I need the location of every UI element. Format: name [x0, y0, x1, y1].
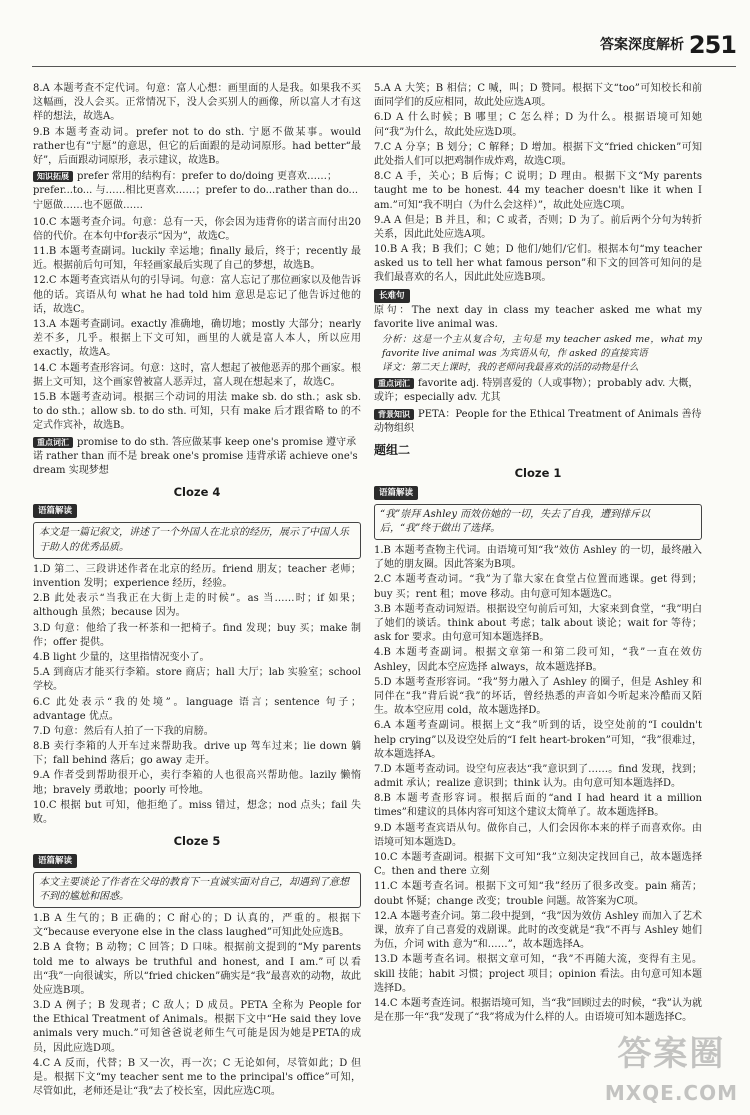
answer-item: 5.D 本题考查形容词。“我”努力融入了 Ashley 的圈子，但是 Ashley 和同伴在“我”背后说“我”的坏话，曾经热悉的声音如今听起来冷酷而又陌生。故本空应用 cold，故本题选择D。: [374, 676, 702, 717]
answer-item: 11.C 本题考查名词。根据下文可知“我”经历了很多改变。pain 痛苦；doubt 怀疑；change 改变；trouble 问题。故答案为C项。: [374, 881, 702, 907]
answer-item: 2.B 此处表示“当我正在大街上走的时候”。as 当……时；if 如果；although 虽然；because 因为。: [33, 593, 361, 619]
note-text: PETA：People for the Ethical Treatment of Animals 善待动物组织: [374, 408, 702, 435]
group2-answers: [374, 544, 702, 1025]
answer-item: 1.B 本题考查物主代词。由语境可知“我”效仿 Ashley 的一切，最终融入了她的朋友圈。因此答案为B项。: [374, 545, 702, 571]
cloze5-answers: [33, 912, 361, 1099]
cloze5-heading: Cloze 5: [173, 834, 221, 849]
answer-item: 7.D 本题考查动词。设空句应表达“我”意识到了……。find 发现，找到；admit 承认；realize 意识到；think 认为。由句意可知本题选择D。: [374, 763, 702, 790]
long-sentence-tag: 长难句: [374, 289, 410, 303]
answer-item: 2.B A 食物；B 动物；C 回答；D 口味。根据前文提到的“My parents told me to always be truthful and honest, and I am.”可以看出“我”一向很诚实，所以“fried chicken”确实是“我”最喜欢的动物，故此处应选B项。: [33, 942, 361, 996]
right-answers-top: [374, 82, 702, 286]
answer-item: 2.C 本题考查动词。“我”为了靠大家在食堂占位置而逃课。get 得到；buy 买；rent 租；move 移动。由句意可知本题选C。: [374, 574, 702, 600]
cloze4-answers: [33, 563, 361, 827]
note-tag: 重点词汇: [374, 378, 414, 389]
note-text: favorite adj. 特别喜爱的（人或事物）；probably adv. 大概，或许；especially adv. 尤其: [374, 377, 699, 403]
answer-item: 1.B A 生气的；B 正确的；C 耐心的；D 认真的，严重的。根据下文“because everyone else in the class laughed”可知此处应选B。: [33, 912, 361, 939]
long-sentence-translation: 译文：第二天上课时，我的老师问我最喜欢的活的动物是什么: [382, 362, 639, 374]
answer-item: 1.D 第二、三段讲述作者在北京的经历。friend 朋友；teacher 老师；invention 发明；experience 经历，经验。: [33, 563, 361, 590]
answer-item: 8.A 本题考查不定代词。句意：富人心想：画里面的人是我。如果我不买这幅画，没人会买。正常情况下，没人会买别人的画像，所以富人才有这样的想法，故选A。: [33, 83, 361, 123]
answer-item: 6.C 此处表示“我的处境”。language 语言；sentence 句子；advantage 优点。: [33, 696, 361, 722]
answer-item: 5.A A 大笑；B 相信；C 喊，叫；D 赞同。根据下文“too”可知校长和前面同学们的反应相同，故此处应选A项。: [374, 83, 702, 109]
group2-cloze1-heading: Cloze 1: [514, 466, 562, 481]
answer-item: 9.A A 但是；B 并且，和；C 或者，否则；D 为了。前后两个分句为转折关系，因此此处应选A项。: [374, 214, 702, 240]
answer-item: 7.C A 分享；B 划分；C 解释；D 增加。根据下文“fried chicken”可知此处指人们可以把鸡制作成炸鸡，故选C项。: [374, 141, 702, 167]
answer-item: 13.D 本题考查名词。根据文章可知，“我”不再随大流，变得有主见。skill 技能；habit 习惯；project 项目；opinion 看法。由句意可知本题选择D。: [374, 954, 702, 994]
answer-item: 6.A 本题考查副词。根据上文“我”听到的话，设空处前的“I couldn't help crying”以及设空处后的“I felt heart-broken”可知，“我”很难过，故本题选择A。: [374, 720, 702, 760]
long-sentence-original: 原句：The next day in class my teacher asked me what my favorite live animal was.: [374, 304, 702, 330]
answer-item: 6.D A 什么时候；B 哪里；C 怎么样；D 为什么。根据语境可知她问“我”为什么，故此处应选D项。: [374, 112, 702, 138]
note-tag: 重点词汇: [33, 437, 73, 448]
page-number: 251: [688, 31, 736, 59]
long-sentence-analysis: 分析：这是一个主从复合句，主句是 my teacher asked me，what my favorite live animal was 为宾语从句，作 asked 的直接宾语: [382, 334, 702, 359]
left-column: [33, 82, 361, 1100]
answer-item: 3.D A 例子；B 发现者；C 敌人；D 成员。PETA 全称为 People for the Ethical Treatment of Animals。根据下文中“He said they love animals very much.”可知爸爸说老师生气可能是因为她是PETA的成员，因此应选D项。: [33, 1000, 361, 1054]
answer-item: 8.B 本题考查形容词。根据后面的“and I had heard it a million times”和建议的具体内容可知这个建议太简单了。故本题选择B。: [374, 793, 702, 819]
group2-title: 题组二: [374, 443, 411, 458]
answer-item: 12.A 本题考查介词。第二段中提到，“我”因为效仿 Ashley 而加入了艺术课，放弃了自己喜爱的戏剧课。此时的改变就是“我”不再与 Ashley 她们为伍，介词 with 意为“和……”，故本题选择A。: [374, 910, 702, 951]
answer-item: 3.D 句意：他给了我一杯茶和一把椅子。find 发现；buy 买；make 制作；offer 提供。: [33, 622, 361, 648]
answer-item: 15.B 本题考查动词。根据三个动词的用法 make sb. do sth.；ask sb. to do sth.；allow sb. to do sth. 可知，只有 make 后才跟省略 to 的不定式作宾补，故选B。: [33, 391, 361, 432]
page-header: [0, 0, 750, 88]
left-answers-mid: [33, 216, 361, 434]
right-column: [374, 82, 702, 1026]
watermark-line1: 答案圈: [617, 1034, 726, 1075]
watermark-line2: MXQE.COM: [604, 1080, 738, 1105]
cloze5-tag: 语篇解读: [33, 854, 77, 868]
note-background: [374, 408, 702, 436]
answer-item: 3.B 本题考查动词短语。根据设空句前后可知，大家来到食堂，“我”明白了她们的谈话。think about 考虑；talk about 谈论；wait for 等待；ask for 要求。由句意可知本题选择B。: [374, 603, 702, 644]
answer-item: 14.C 本题考查形容词。句意：这时，富人想起了被他恶弄的那个画家。根据上文可知，这个画家曾被富人恶弄过，富人现在想起来了，故选C。: [33, 362, 361, 388]
answer-item: 10.C 本题考查介词。句意：总有一天，你会因为违背你的诺言而付出20倍的代价。在本句中for表示“因为”，故选C。: [33, 216, 361, 242]
note-tag: 背景知识: [374, 409, 414, 420]
answer-item: 10.C 本题考查副词。根据下文可知“我”立刻决定找回自己，故本题选择C。then and there 立刻: [374, 852, 702, 878]
answer-item: 4.B 本题考查副词。根据文章第一和第二段可知，“我”一直在效仿 Ashley，因此本空应选择 always，故本题选择B。: [374, 647, 702, 673]
answer-item: 10.C 根据 but 可知，他拒绝了。miss 错过，想念；nod 点头；fail 失败。: [33, 799, 361, 826]
note-tag: 知识拓展: [33, 171, 73, 182]
header-divider: [32, 66, 736, 67]
group2-summary: “我”崇拜 Ashley 而效仿她的一切，失去了自我，遭到排斥以后，“我”终于做出了选择。: [374, 504, 702, 540]
answer-item: 10.B A 我；B 我们；C 她；D 他们/她们/它们。根据本句“my teacher asked us to tell her what famous person”和下文的回答可知问的是我们最喜欢的名人，因此此处应选B项。: [374, 244, 702, 284]
answer-item: 11.B 本题考查副词。luckily 幸运地；finally 最后，终于；recently 最近。根据前后句可知，年轻画家最后实现了自己的梦想，故选B。: [33, 246, 361, 272]
answer-item: 8.C A 手，关心；B 后悔；C 说明；D 理由。根据下文“My parents taught me to be honest. 44 my teacher doesn't like it when I am.”可知“我不明白（为什么会这样）”，故此处应选C项。: [374, 171, 702, 211]
cloze4-heading: Cloze 4: [173, 485, 221, 500]
left-answers-top: [33, 82, 361, 168]
answer-item: 4.B light 少量的，这里指情况变小了。: [33, 651, 210, 663]
watermark-logo: [605, 1030, 738, 1107]
note-vocab-left: [33, 436, 361, 479]
answer-item: 5.A 到商店才能买行李箱。store 商店；hall 大厅；lab 实验室；school 学校。: [33, 667, 361, 693]
note-prefer: [33, 170, 361, 213]
note-text: promise to do sth. 答应做某事 keep one's promise 遵守承诺 rather than 而不是 break one's promise 违背承诺 achieve one's dream 实现梦想: [33, 436, 358, 476]
answer-item: 12.C 本题考查宾语从句的引导词。句意：富人忘记了那位画家以及他告诉他的话。宾语从句 what he had told him 意思是忘记了他告诉过他的话，故选C。: [33, 275, 361, 315]
note-text: prefer 常用的结构有：prefer to do/doing 更喜欢……；prefer...to... 与……相比更喜欢……；prefer to do...rather than do... 宁愿做……也不愿做……: [33, 171, 359, 211]
answer-item: 14.C 本题考查连词。根据语境可知，当“我”回顾过去的时候，“我”认为就是在那一年“我”发现了“我”将成为什么样的人。由语境可知本题选择C。: [374, 997, 702, 1024]
answer-item: 9.D 本题考查宾语从句。做你自己，人们会因你本来的样子而喜欢你。由语境可知本题选D。: [374, 822, 702, 848]
note-vocab-right: [374, 377, 702, 405]
cloze4-summary: 本文是一篇记叙文，讲述了一个外国人在北京的经历，展示了中国人乐于助人的优秀品质。: [33, 522, 361, 558]
cloze5-summary: 本文主要谈论了作者在父母的教育下一直诚实面对自己，却遇到了意想不到的尴尬和困惑。: [33, 872, 361, 908]
answer-item: 8.B 卖行李箱的人开车过来帮助我。drive up 驾车过来；lie down 躺下；fall behind 落后；go away 走开。: [33, 741, 361, 767]
header-title: 答案深度解析: [600, 37, 684, 53]
cloze4-tag: 语篇解读: [33, 504, 77, 518]
answer-item: 7.D 句意：然后有人拍了一下我的肩膀。: [33, 725, 214, 737]
group2-tag: 语篇解读: [374, 486, 418, 500]
answer-item: 9.A 作者受到帮助很开心，卖行李箱的人也很高兴帮助他。lazily 懒惰地；bravely 勇敢地；poorly 可怜地。: [33, 770, 361, 796]
answer-item: 4.C A 反而，代替；B 又一次，再一次；C 无论如何，尽管如此；D 但是。根据下文“my teacher sent me to the principal's office”可知，尽管如此，老师还是让“我”去了校长室，因此应选C项。: [33, 1057, 361, 1098]
answer-item: 9.B 本题考查动词。prefer not to do sth. 宁愿不做某事。would rather也有“宁愿”的意思，但它的后面跟的是动词原形。had better“最好”，后面跟动词原形，表示建议，故选B。: [33, 126, 361, 166]
answer-item: 13.A 本题考查副词。exactly 准确地，确切地；mostly 大部分；nearly 差不多，几乎。根据上下文可知，画里的人就是富人本人，所以应用 exactly，故选A。: [33, 319, 361, 359]
